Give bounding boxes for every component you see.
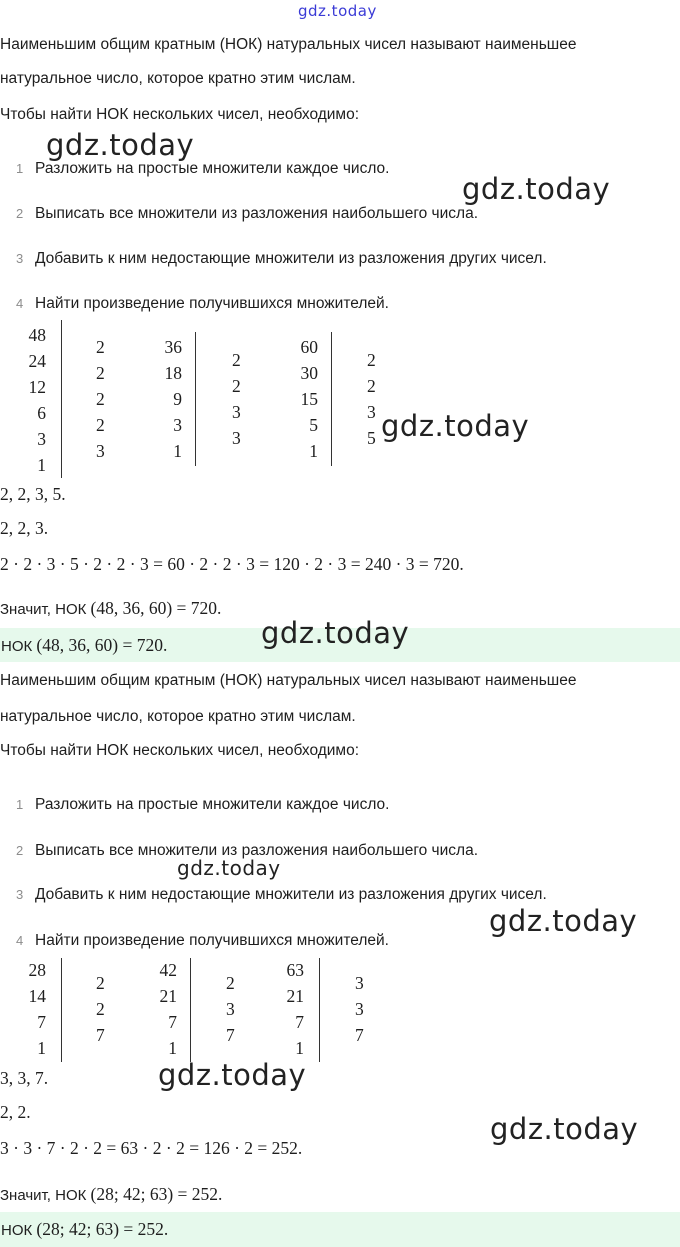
- step-text: Добавить к ним недостающие множители из разложения других чисел.: [35, 250, 547, 267]
- dividend: 1: [295, 1038, 304, 1058]
- step-number: 4: [16, 296, 24, 311]
- conclusion: [0, 1184, 222, 1205]
- steps-intro: Чтобы найти НОК нескольких чисел, необходимо:: [0, 742, 360, 759]
- step-item: [16, 886, 547, 904]
- dividend: 21: [159, 986, 177, 1006]
- prime-factor: 2: [96, 337, 105, 357]
- step-number: 3: [16, 887, 24, 902]
- step-text: Найти произведение получившихся множителей.: [35, 932, 389, 949]
- prime-factor: 3: [226, 999, 235, 1019]
- answer-expression: (28; 42; 63) = 252.: [36, 1219, 169, 1239]
- dividend: 1: [309, 441, 318, 461]
- divider-line: [61, 958, 62, 1062]
- watermark: gdz.today: [490, 1112, 639, 1146]
- steps-intro: Чтобы найти НОК нескольких чисел, необходимо:: [0, 106, 360, 123]
- step-number: 2: [16, 843, 24, 858]
- step-text: Найти произведение получившихся множителей.: [35, 295, 389, 312]
- step-item: [16, 250, 547, 268]
- conclusion-expression: (28; 42; 63) = 252.: [90, 1184, 223, 1204]
- prime-factor: 2: [226, 973, 235, 993]
- definition-line-2: натуральное число, которое кратно этим числам.: [0, 708, 356, 725]
- prime-factor: 2: [232, 376, 241, 396]
- dividend: 7: [168, 1012, 177, 1032]
- prime-factor: 7: [226, 1025, 235, 1045]
- step-number: 1: [16, 161, 24, 176]
- watermark: gdz.today: [381, 409, 530, 443]
- prime-factor: 2: [96, 389, 105, 409]
- dividend: 36: [164, 337, 182, 357]
- factors-of-largest: 2, 2, 3, 5.: [0, 484, 66, 504]
- dividend: 60: [300, 337, 318, 357]
- step-number: 1: [16, 797, 24, 812]
- conclusion-label: Значит,: [0, 1187, 51, 1204]
- step-text: Выписать все множители из разложения наибольшего числа.: [35, 205, 479, 222]
- missing-factors: 2, 2.: [0, 1102, 31, 1122]
- prime-factor: 2: [232, 350, 241, 370]
- nok-label: НОК: [1, 638, 33, 655]
- dividend: 63: [286, 960, 304, 980]
- dividend: 48: [28, 325, 46, 345]
- product-calculation: 3 · 3 · 7 · 2 · 2 = 63 · 2 · 2 = 126 · 2 = 252.: [0, 1138, 303, 1158]
- watermark: gdz.today: [158, 1058, 307, 1092]
- step-item: [16, 796, 389, 814]
- prime-factor: 3: [232, 402, 241, 422]
- prime-factor: 2: [96, 363, 105, 383]
- prime-factor: 2: [96, 973, 105, 993]
- prime-factor: 2: [96, 999, 105, 1019]
- definition-line-1: Наименьшим общим кратным (НОК) натуральных чисел называют наименьшее: [0, 36, 577, 53]
- dividend: 7: [37, 1012, 46, 1032]
- dividend: 42: [159, 960, 177, 980]
- prime-factor: 3: [355, 973, 364, 993]
- nok-label: НОК: [55, 601, 87, 618]
- dividend: 18: [164, 363, 182, 383]
- step-number: 2: [16, 206, 24, 221]
- dividend: 3: [173, 415, 182, 435]
- definition-line-2: натуральное число, которое кратно этим числам.: [0, 70, 356, 87]
- divider-line: [190, 958, 191, 1062]
- dividend: 3: [37, 429, 46, 449]
- prime-factor: 7: [355, 1025, 364, 1045]
- dividend: 6: [37, 403, 46, 423]
- product-calculation: 2 · 2 · 3 · 5 · 2 · 2 · 3 = 60 · 2 · 2 · 3 = 120 · 2 · 3 = 240 · 3 = 720.: [0, 554, 464, 574]
- dividend: 1: [37, 1038, 46, 1058]
- step-text: Добавить к ним недостающие множители из разложения других чисел.: [35, 886, 547, 903]
- divider-line: [195, 332, 196, 466]
- dividend: 9: [173, 389, 182, 409]
- answer-box: [0, 1212, 680, 1247]
- dividend: 1: [173, 441, 182, 461]
- prime-factor: 3: [232, 428, 241, 448]
- conclusion-expression: (48, 36, 60) = 720.: [90, 598, 222, 618]
- prime-factor: 7: [96, 1025, 105, 1045]
- divider-line: [331, 332, 332, 466]
- step-item: [16, 932, 389, 950]
- nok-label: НОК: [55, 1187, 87, 1204]
- step-text: Разложить на простые множители каждое число.: [35, 160, 390, 177]
- dividend: 15: [300, 389, 318, 409]
- prime-factor: 2: [367, 376, 376, 396]
- dividend: 30: [300, 363, 318, 383]
- divider-line: [319, 958, 320, 1062]
- watermark: gdz.today: [46, 128, 195, 162]
- step-item: [16, 160, 389, 178]
- dividend: 5: [309, 415, 318, 435]
- watermark: gdz.today: [462, 172, 611, 206]
- prime-factor: 5: [367, 428, 376, 448]
- prime-factor: 3: [367, 402, 376, 422]
- step-item: [16, 295, 389, 313]
- step-item: [16, 205, 478, 223]
- factors-of-largest: 3, 3, 7.: [0, 1068, 49, 1088]
- divider-line: [61, 320, 62, 478]
- step-number: 4: [16, 933, 24, 948]
- prime-factor: 3: [355, 999, 364, 1019]
- dividend: 1: [37, 455, 46, 475]
- watermark: gdz.today: [489, 904, 638, 938]
- dividend: 24: [28, 351, 46, 371]
- prime-factor: 2: [367, 350, 376, 370]
- step-text: Выписать все множители из разложения наибольшего числа.: [35, 842, 479, 859]
- prime-factor: 2: [96, 415, 105, 435]
- definition-line-1: Наименьшим общим кратным (НОК) натуральных чисел называют наименьшее: [0, 672, 577, 689]
- answer-expression: (48, 36, 60) = 720.: [36, 635, 168, 655]
- dividend: 7: [295, 1012, 304, 1032]
- step-text: Разложить на простые множители каждое число.: [35, 796, 390, 813]
- watermark-top: gdz.today: [298, 2, 377, 20]
- watermark: gdz.today: [177, 856, 281, 880]
- dividend: 1: [168, 1038, 177, 1058]
- dividend: 12: [28, 377, 46, 397]
- nok-label: НОК: [1, 1222, 33, 1239]
- conclusion-label: Значит,: [0, 601, 51, 618]
- step-number: 3: [16, 251, 24, 266]
- missing-factors: 2, 2, 3.: [0, 518, 49, 538]
- dividend: 28: [28, 960, 46, 980]
- dividend: 14: [28, 986, 46, 1006]
- prime-factor: 3: [96, 441, 105, 461]
- watermark: gdz.today: [261, 616, 410, 650]
- conclusion: [0, 598, 221, 619]
- dividend: 21: [286, 986, 304, 1006]
